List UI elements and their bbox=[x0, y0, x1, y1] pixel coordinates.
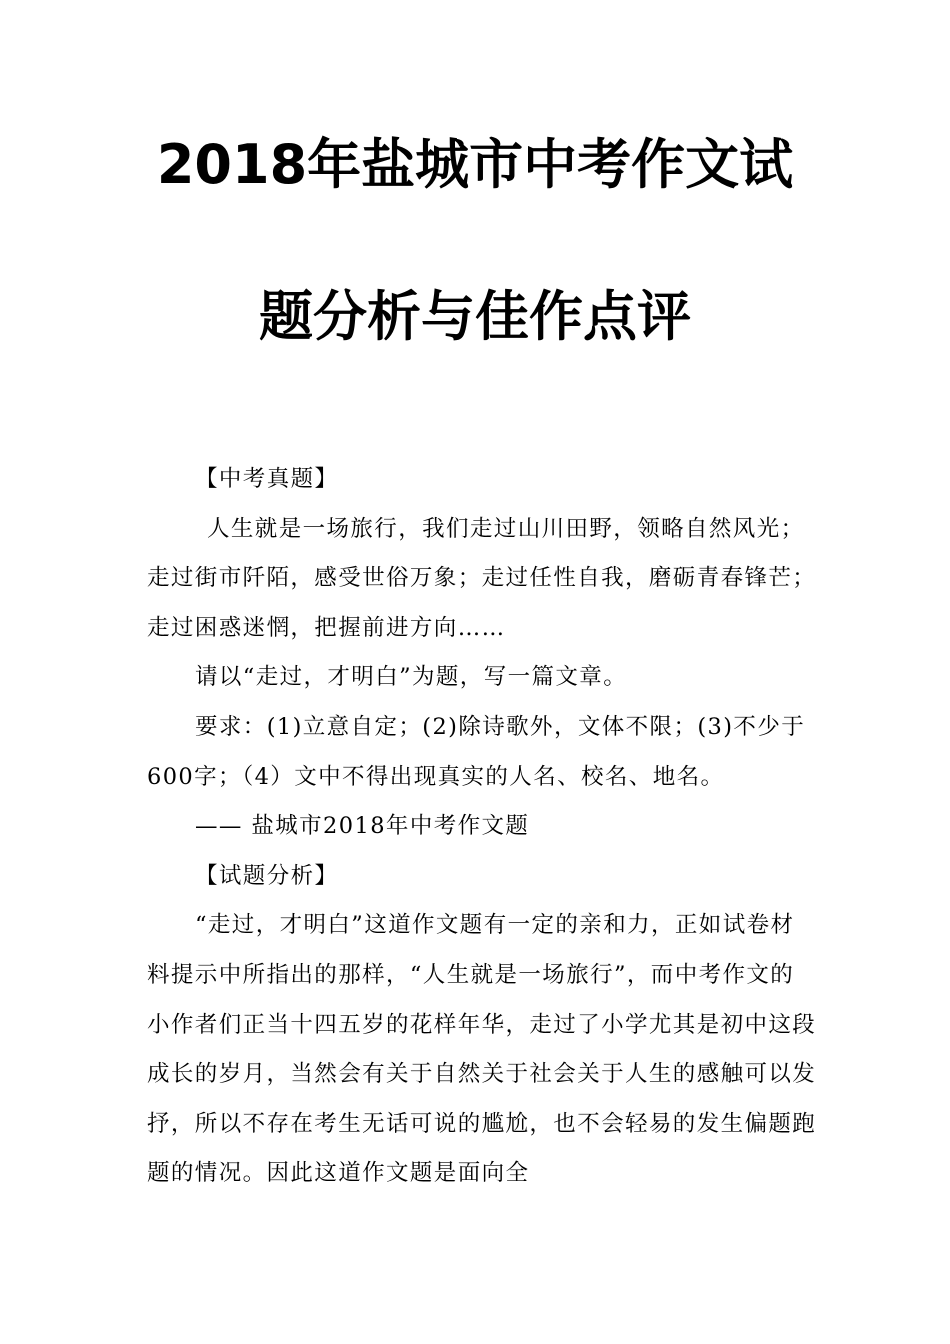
document-title-line-2: 题分析与佳作点评 bbox=[259, 285, 691, 348]
document-body bbox=[147, 455, 817, 1199]
prompt-instruction: 请以“走过，才明白”为题，写一篇文章。 bbox=[195, 664, 628, 691]
analysis-heading: 【试题分析】 bbox=[195, 862, 339, 889]
prompt-material: 人生就是一场旅行，我们走过山川田野，领略自然风光；走过街市阡陌，感受世俗万象；走过任性自我，磨砺青春锋芒；走过困惑迷惘，把握前进方向…… bbox=[147, 515, 817, 641]
requirements: 要求：(1)立意自定；(2)除诗歌外，文体不限；(3)不少于600字；（4）文中不得出现真实的人名、校名、地名。 bbox=[147, 713, 806, 790]
analysis-text: “走过，才明白”这道作文题有一定的亲和力，正如试卷材料提示中所指出的那样，“人生就是一场旅行”，而中考作文的小作者们正当十四五岁的花样年华，走过了小学尤其是初中这段成长的岁月，当然会有关于自然关于社会关于人生的感触可以发抒，所以不存在考生无话可说的尴尬，也不会轻易的发生偏题跑题的情况。因此这道作文题是面向全 bbox=[147, 912, 817, 1187]
document-title-line-1: 2018年盐城市中考作文试 bbox=[156, 133, 794, 196]
exam-heading: 【中考真题】 bbox=[195, 466, 339, 492]
prompt-source: —— 盐城市2018年中考作文题 bbox=[195, 813, 530, 840]
